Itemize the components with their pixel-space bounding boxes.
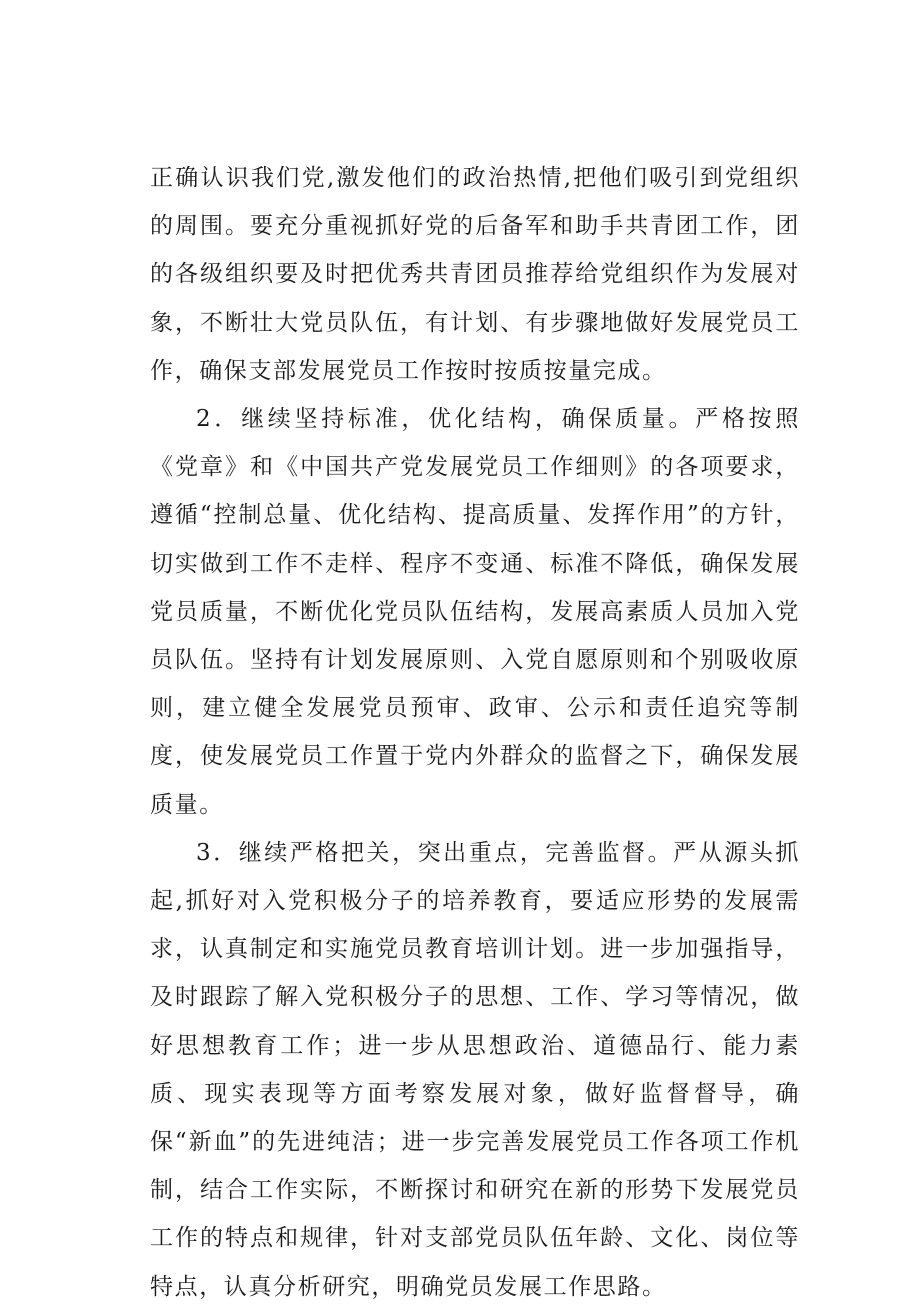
paragraph-item-2: 2．继续坚持标准，优化结构，确保质量。严格按照《党章》和《中国共产党发展党员工作细则》的各项要求，遵循“控制总量、优化结构、提高质量、发挥作用”的方针，切实做到工作不走样、程序不变通、标准不降低，确保发展党员质量，不断优化党员队伍结构，发展高素质人员加入党员队伍。坚持有计划发展原则、入党自愿原则和个别吸收原则，建立健全发展党员预审、政审、公示和责任追究等制度，使发展党员工作置于党内外群众的监督之下，确保发展质量。: [150, 406, 800, 818]
paragraph-continuation: 正确认识我们党,激发他们的政治热情,把他们吸引到党组织的周围。要充分重视抓好党的后备军和助手共青团工作，团的各级组织要及时把优秀共青团员推荐给党组织作为发展对象，不断壮大党员队伍，有计划、有步骤地做好发展党员工作，确保支部发展党员工作按时按质按量完成。: [150, 165, 800, 384]
document-body: [150, 154, 800, 1311]
paragraph-item-3: 3．继续严格把关，突出重点，完善监督。严从源头抓起,抓好对入党积极分子的培养教育，要适应形势的发展需求，认真制定和实施党员教育培训计划。进一步加强指导，及时跟踪了解入党积极分子的思想、工作、学习等情况，做好思想教育工作；进一步从思想政治、道德品行、能力素质、现实表现等方面考察发展对象，做好监督督导，确保“新血”的先进纯洁；进一步完善发展党员工作各项工作机制，结合工作实际，不断探讨和研究在新的形势下发展党员工作的特点和规律，针对支部党员队伍年龄、文化、岗位等特点，认真分析研究，明确党员发展工作思路。: [150, 839, 800, 1300]
